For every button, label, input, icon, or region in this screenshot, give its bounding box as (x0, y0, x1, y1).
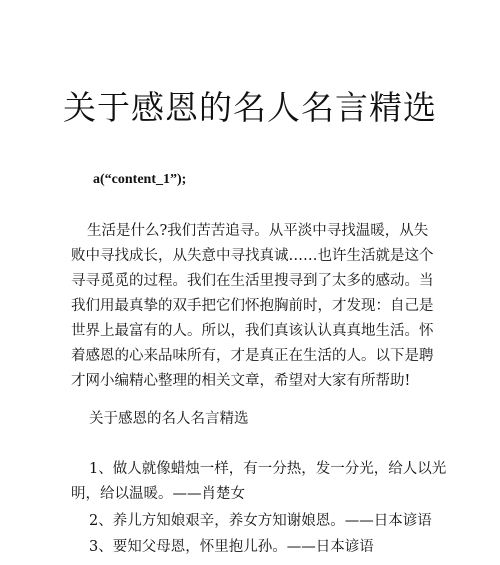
quote-1-line-2: 明，给以温暖。——肖楚女 (71, 486, 245, 502)
section-heading: 关于感恩的名人名言精选 (89, 411, 249, 427)
quote-3: 3、要知父母恩，怀里抱儿孙。——日本谚语 (89, 539, 374, 555)
intro-paragraph (71, 219, 441, 394)
quote-2: 2、养儿方知娘艰辛，养女方知谢娘恩。——日本谚语 (89, 513, 432, 529)
document-title: 关于感恩的名人名言精选 (63, 88, 437, 127)
intro-paragraph-text: 生活是什么?我们苦苦追寻。从平淡中寻找温暖，从失败中寻找成长，从失意中寻找真诚……也许生活就是这个寻寻觅觅的过程。我们在生活里搜寻到了太多的感动。当我们用最真挚的双手把它们怀抱胸前时，才发现：自己是世界上最富有的人。所以，我们真该认认真真地生活。怀着感恩的心来品味所有，才是真正在生活的人。以下是聘才网小编精心整理的相关文章，希望对大家有所帮助! (71, 223, 434, 389)
quote-1-line-1: 1、做人就像蜡烛一样，有一分热，发一分光，给人以光 (89, 461, 447, 477)
code-line: a(“content_1”); (93, 172, 187, 187)
